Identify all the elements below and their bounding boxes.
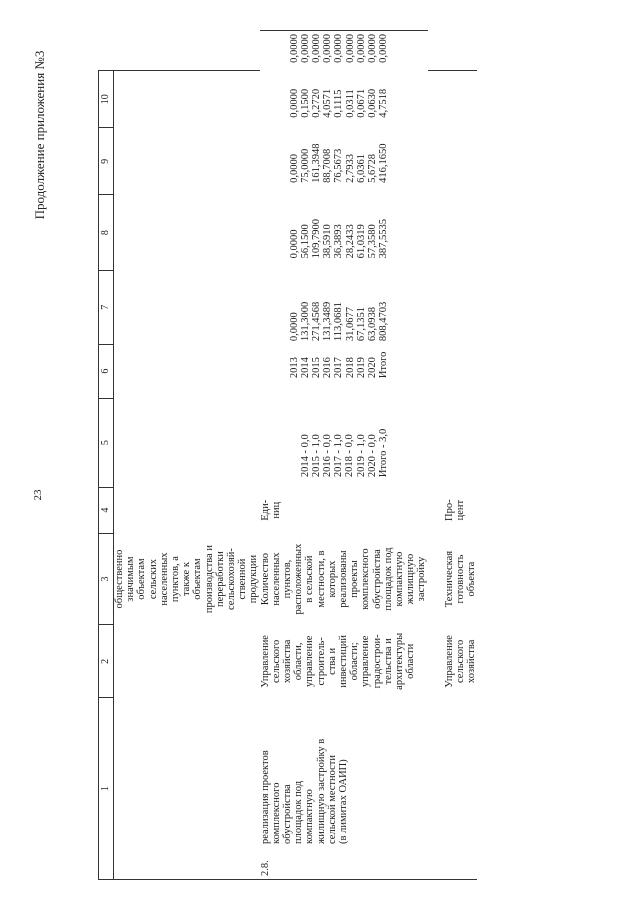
header-cell: 3	[99, 533, 114, 625]
indicator-name-cell: Техническая готовность объекта	[443, 550, 478, 608]
header-cell: 9	[99, 128, 114, 195]
responsible-cell: Управление сельского хозяйства	[443, 635, 478, 688]
col10-cell: 0,0000 0,0000 0,0000 0,0000 0,0000 0,0000 0,0000 0,0000 0,0000	[260, 31, 428, 71]
col6-cell: 0,0000 131,3000 271,4568 131,3489 113,0681 31,0677 67,1351 63,0938 808,4703	[288, 301, 390, 342]
unit-cell: Еди- ниц	[259, 499, 282, 521]
header-cell: 8	[99, 195, 114, 270]
carryover-text: общественно значимым объектам сельских населенных пунктов, а также к объектам производства и переработки сельскохозяй- ственной продукции	[114, 545, 260, 614]
header-row	[99, 31, 114, 880]
unit-cell: Про- цент	[443, 499, 466, 521]
row-number: 2.8.	[259, 860, 271, 876]
spacer-row	[428, 31, 444, 880]
data-table-rotated	[98, 30, 618, 880]
row-title-cell: 2.8. реализация проектов комплексного обустройства площадок под компактную жилищную застройку в сельской местности (в лимитах ОАИП)	[260, 698, 428, 880]
header-cell: 4	[99, 487, 114, 533]
carryover-row	[114, 31, 260, 880]
indicator-name-cell: Количество населенных пунктов, расположенных в сельской местности, в которых реализованы проекты комплексного обустройства площадок под компактную жилищную застройку	[259, 543, 428, 615]
header-cell: 2	[99, 625, 114, 698]
header-cell: 6	[99, 344, 114, 398]
header-cell: 7	[99, 270, 114, 344]
col7-cell: 0,0000 56,1500 109,7900 38,5910 36,3893 28,2433 61,0319 57,3580 387,5535	[288, 218, 390, 259]
continuation-title: Продолжение приложения №3	[32, 50, 47, 220]
indicator-row	[260, 31, 428, 880]
years-cell: 2013 2014 2015 2016 2017 2018 2019 2020 Итого	[288, 351, 390, 379]
page-number: 23	[32, 489, 44, 501]
header-cell: 1	[99, 698, 114, 880]
responsible-cell: Управление сельского хозяйства области, управление строитель- ства и инвестиций области; управление градострои- тельства и архитектуры области	[259, 632, 417, 690]
program-table	[98, 30, 477, 880]
header-cell: 5	[99, 398, 114, 487]
col9-cell: 0,0000 0,1500 0,2720 4,0571 0,1115 0,0311 0,0671 0,0630 4,7518	[288, 88, 390, 118]
header-cell: 10	[99, 71, 114, 128]
col8-cell: 0,0000 75,0000 161,3948 88,7008 76,5673 2,7933 6,0361 5,6728 416,1650	[288, 143, 390, 183]
indicator-row	[444, 31, 478, 880]
targets-cell: 2014 - 0,0 2015 - 1,0 2016 - 0,0 2017 - 1,0 2018 - 0,0 2019 - 1,0 2020 - 0,0 Итого - 3,0	[299, 428, 390, 478]
